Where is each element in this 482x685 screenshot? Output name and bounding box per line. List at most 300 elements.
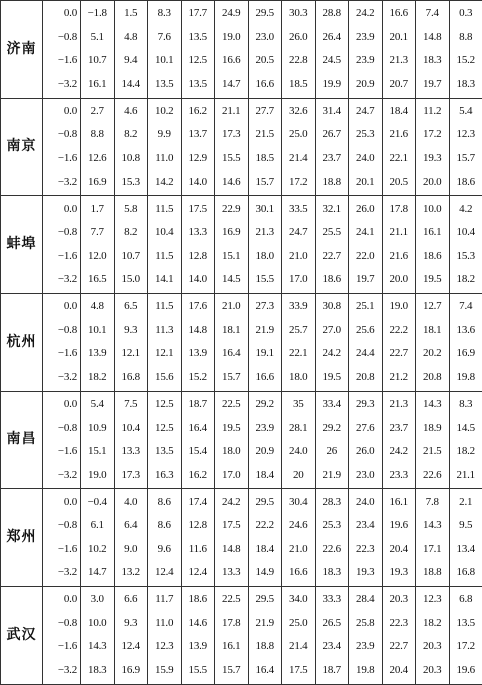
temperature-value: 12.9 [182, 147, 215, 171]
city-name: 杭州 [1, 294, 43, 392]
temperature-value: 6.1 [81, 514, 114, 538]
temperature-value: 18.9 [416, 417, 449, 441]
temperature-value: 5.8 [115, 198, 148, 222]
temperature-value: 28.3 [316, 491, 349, 515]
temperature-value: 18.3 [450, 73, 482, 97]
temperature-value: 16.4 [249, 659, 282, 683]
temperature-value: 28.4 [349, 588, 382, 612]
temperature-value: 10.7 [115, 245, 148, 269]
temperature-value: 26.7 [316, 123, 349, 147]
temperature-value: 17.8 [215, 612, 248, 636]
temperature-value: 13.3 [182, 221, 215, 245]
depth-value: −0.8 [43, 221, 77, 245]
city-block-row [1, 489, 482, 587]
depth-value: −0.8 [43, 612, 77, 636]
temperature-value: 22.3 [349, 538, 382, 562]
temperature-value: 13.9 [182, 635, 215, 659]
temperature-value: 18.8 [316, 171, 349, 195]
temperature-value: 21.0 [282, 245, 315, 269]
temperature-value: 32.6 [282, 100, 315, 124]
temperature-value: 33.3 [316, 588, 349, 612]
temperature-value: 33.5 [282, 198, 315, 222]
temperature-value: 12.3 [416, 588, 449, 612]
temperature-value: 26 [316, 440, 349, 464]
temperature-value: 18.8 [249, 635, 282, 659]
month-column [181, 196, 215, 294]
temperature-value: 14.8 [182, 319, 215, 343]
temperature-value: 21.3 [383, 49, 416, 73]
temperature-value: 22.2 [383, 319, 416, 343]
temperature-value: 13.3 [215, 561, 248, 585]
temperature-value: 18.6 [416, 245, 449, 269]
temperature-value: 22.2 [249, 514, 282, 538]
temperature-value: 24.5 [316, 49, 349, 73]
temperature-value: 24.4 [349, 342, 382, 366]
temperature-value: 18.0 [215, 440, 248, 464]
temperature-value: 1.5 [115, 2, 148, 26]
temperature-value: 6.6 [115, 588, 148, 612]
temperature-value: 14.0 [182, 171, 215, 195]
month-column [148, 98, 182, 196]
temperature-value: 13.7 [182, 123, 215, 147]
temperature-value: 12.5 [182, 49, 215, 73]
temperature-value: 25.6 [349, 319, 382, 343]
month-column [282, 391, 316, 489]
temperature-value: 10.2 [81, 538, 114, 562]
depth-column [43, 98, 81, 196]
temperature-value: 15.1 [81, 440, 114, 464]
month-column [449, 294, 482, 392]
depth-value: 0.0 [43, 295, 77, 319]
temperature-value: 27.0 [316, 319, 349, 343]
month-column [315, 294, 349, 392]
temperature-value: 14.6 [182, 612, 215, 636]
temperature-value: 18.0 [282, 366, 315, 390]
month-column [181, 294, 215, 392]
temperature-value: 12.7 [416, 295, 449, 319]
temperature-value: 18.8 [416, 561, 449, 585]
temperature-value: 10.4 [450, 221, 482, 245]
month-column [181, 391, 215, 489]
temperature-value: 11.5 [148, 198, 181, 222]
temperature-value: 24.0 [282, 440, 315, 464]
temperature-value: 23.4 [349, 514, 382, 538]
temperature-value: 20.1 [383, 26, 416, 50]
temperature-value: 19.8 [349, 659, 382, 683]
temperature-value: 13.5 [148, 440, 181, 464]
temperature-value: 29.2 [316, 417, 349, 441]
month-column [449, 196, 482, 294]
month-column [349, 98, 383, 196]
month-column [382, 587, 416, 685]
city-name: 蚌埠 [1, 196, 43, 294]
temperature-value: 15.3 [450, 245, 482, 269]
temperature-value: 21.9 [249, 319, 282, 343]
temperature-value: 10.0 [81, 612, 114, 636]
month-column [349, 489, 383, 587]
temperature-value: 21.9 [249, 612, 282, 636]
temperature-value: 13.5 [148, 73, 181, 97]
month-column [248, 98, 282, 196]
temperature-value: 12.8 [182, 514, 215, 538]
temperature-value: −0.4 [81, 491, 114, 515]
month-column [148, 196, 182, 294]
month-column [181, 489, 215, 587]
temperature-value: 16.1 [383, 491, 416, 515]
temperature-value: 22.6 [416, 464, 449, 488]
temperature-value: 15.0 [115, 268, 148, 292]
temperature-value: 21.6 [383, 245, 416, 269]
temperature-value: 8.6 [148, 514, 181, 538]
temperature-value: 18.4 [383, 100, 416, 124]
depth-value: −3.2 [43, 561, 77, 585]
month-column [114, 196, 148, 294]
month-column [382, 196, 416, 294]
month-column [248, 587, 282, 685]
month-column [114, 489, 148, 587]
month-column [449, 391, 482, 489]
temperature-value: 12.0 [81, 245, 114, 269]
temperature-value: 12.4 [182, 561, 215, 585]
temperature-value: 18.5 [282, 73, 315, 97]
temperature-value: 17.5 [215, 514, 248, 538]
temperature-value: 10.2 [148, 100, 181, 124]
temperature-value: 26.5 [316, 612, 349, 636]
month-column [248, 489, 282, 587]
temperature-value: 12.1 [148, 342, 181, 366]
month-column [349, 391, 383, 489]
depth-value: −1.6 [43, 538, 77, 562]
temperature-value: 30.1 [249, 198, 282, 222]
temperature-value: 9.5 [450, 514, 482, 538]
depth-column [43, 294, 81, 392]
temperature-value: 26.0 [282, 26, 315, 50]
temperature-value: 10.4 [148, 221, 181, 245]
temperature-value: 26.4 [316, 26, 349, 50]
month-column [416, 391, 450, 489]
temperature-value: 18.2 [450, 268, 482, 292]
temperature-value: 21.5 [249, 123, 282, 147]
temperature-value: 16.2 [182, 464, 215, 488]
temperature-value: 5.4 [81, 393, 114, 417]
temperature-value: 7.4 [450, 295, 482, 319]
temperature-value: 23.9 [349, 49, 382, 73]
month-column [282, 98, 316, 196]
depth-column [43, 489, 81, 587]
month-column [148, 1, 182, 99]
month-column [416, 1, 450, 99]
month-column [416, 587, 450, 685]
depth-value: 0.0 [43, 100, 77, 124]
temperature-value: 31.4 [316, 100, 349, 124]
month-column [148, 391, 182, 489]
month-column [114, 98, 148, 196]
temperature-value: 18.5 [249, 147, 282, 171]
temperature-value: 8.6 [148, 491, 181, 515]
temperature-value: 8.3 [148, 2, 181, 26]
temperature-value: 20.2 [416, 342, 449, 366]
month-column [181, 1, 215, 99]
month-column [215, 196, 249, 294]
temperature-value: 23.3 [383, 464, 416, 488]
temperature-value: 12.5 [148, 417, 181, 441]
temperature-value: 15.6 [148, 366, 181, 390]
month-column [315, 489, 349, 587]
temperature-value: 24.7 [282, 221, 315, 245]
temperature-value: 9.3 [115, 612, 148, 636]
temperature-value: 24.0 [349, 147, 382, 171]
temperature-value: 13.9 [182, 342, 215, 366]
temperature-value: 14.9 [249, 561, 282, 585]
temperature-value: 12.4 [148, 561, 181, 585]
temperature-value: 9.4 [115, 49, 148, 73]
depth-value: −0.8 [43, 514, 77, 538]
month-column [449, 489, 482, 587]
temperature-value: 28.8 [316, 2, 349, 26]
temperature-value: 22.0 [349, 245, 382, 269]
temperature-value: 15.4 [182, 440, 215, 464]
month-column [248, 294, 282, 392]
temperature-value: 25.7 [282, 319, 315, 343]
temperature-value: 18.4 [249, 464, 282, 488]
temperature-value: 21.0 [215, 295, 248, 319]
temperature-value: 18.2 [450, 440, 482, 464]
depth-value: −1.6 [43, 635, 77, 659]
temperature-value: 24.1 [349, 221, 382, 245]
depth-value: −3.2 [43, 73, 77, 97]
temperature-value: 11.5 [148, 295, 181, 319]
temperature-value: 16.4 [182, 417, 215, 441]
temperature-value: 17.2 [416, 123, 449, 147]
temperature-value: 22.3 [383, 612, 416, 636]
depth-column [43, 196, 81, 294]
temperature-value: 21.3 [249, 221, 282, 245]
temperature-value: 15.3 [115, 171, 148, 195]
temperature-value: 15.5 [215, 147, 248, 171]
temperature-value: 17.8 [383, 198, 416, 222]
month-column [181, 587, 215, 685]
temperature-value: 21.3 [383, 393, 416, 417]
temperature-value: 16.9 [115, 659, 148, 683]
temperature-value: 18.7 [316, 659, 349, 683]
month-column [382, 1, 416, 99]
temperature-value: 25.3 [349, 123, 382, 147]
month-column [382, 391, 416, 489]
depth-value: −3.2 [43, 268, 77, 292]
month-column [416, 98, 450, 196]
temperature-value: 19.9 [316, 73, 349, 97]
temperature-value: 7.5 [115, 393, 148, 417]
temperature-value: 14.6 [215, 171, 248, 195]
temperature-value: 15.7 [450, 147, 482, 171]
month-column [282, 489, 316, 587]
temperature-value: 9.3 [115, 319, 148, 343]
temperature-value: 21.0 [282, 538, 315, 562]
temperature-value: 16.8 [115, 366, 148, 390]
city-block-row [1, 1, 482, 99]
temperature-value: 17.6 [182, 295, 215, 319]
month-column [148, 587, 182, 685]
temperature-value: 24.2 [215, 491, 248, 515]
depth-value: −1.6 [43, 147, 77, 171]
temperature-value: 24.2 [349, 2, 382, 26]
temperature-value: 9.6 [148, 538, 181, 562]
temperature-value: 23.7 [383, 417, 416, 441]
month-column [449, 587, 482, 685]
temperature-value: 19.6 [383, 514, 416, 538]
temperature-value: 20 [282, 464, 315, 488]
temperature-value: 10.1 [81, 319, 114, 343]
temperature-value: 24.6 [282, 514, 315, 538]
temperature-value: 13.2 [115, 561, 148, 585]
month-column [114, 391, 148, 489]
temperature-value: 14.5 [450, 417, 482, 441]
temperature-value: 29.3 [349, 393, 382, 417]
depth-value: −0.8 [43, 319, 77, 343]
month-column [215, 1, 249, 99]
temperature-value: 8.8 [450, 26, 482, 50]
temperature-value: 13.4 [450, 538, 482, 562]
temperature-value: 16.2 [182, 100, 215, 124]
temperature-value: 13.5 [182, 73, 215, 97]
month-column [416, 196, 450, 294]
temperature-value: 22.5 [215, 393, 248, 417]
temperature-value: 17.1 [416, 538, 449, 562]
temperature-value: 10.1 [148, 49, 181, 73]
temperature-value: 24.0 [349, 491, 382, 515]
temperature-value: 21.1 [383, 221, 416, 245]
temperature-value: 18.6 [450, 171, 482, 195]
depth-value: −1.6 [43, 49, 77, 73]
temperature-value: 11.2 [416, 100, 449, 124]
temperature-value: 33.9 [282, 295, 315, 319]
temperature-value: 14.5 [215, 268, 248, 292]
month-column [315, 587, 349, 685]
temperature-value: 12.3 [450, 123, 482, 147]
temperature-value: 13.5 [182, 26, 215, 50]
month-column [81, 489, 115, 587]
temperature-value: 25.0 [282, 123, 315, 147]
temperature-value: 26.0 [349, 198, 382, 222]
temperature-value: 1.7 [81, 198, 114, 222]
month-column [282, 294, 316, 392]
depth-value: 0.0 [43, 393, 77, 417]
temperature-value: 17.0 [215, 464, 248, 488]
temperature-value: 14.8 [416, 26, 449, 50]
temperature-value: 7.6 [148, 26, 181, 50]
temperature-value: 8.2 [115, 123, 148, 147]
temperature-value: 18.7 [182, 393, 215, 417]
temperature-value: 18.6 [316, 268, 349, 292]
temperature-value: 25.0 [282, 612, 315, 636]
temperature-value: 20.1 [349, 171, 382, 195]
temperature-value: 13.6 [450, 319, 482, 343]
depth-value: −3.2 [43, 171, 77, 195]
temperature-value: 28.1 [282, 417, 315, 441]
temperature-value: 0.3 [450, 2, 482, 26]
temperature-value: 20.7 [383, 73, 416, 97]
temperature-value: 5.4 [450, 100, 482, 124]
month-column [248, 196, 282, 294]
month-column [81, 196, 115, 294]
temperature-value: 19.5 [416, 268, 449, 292]
temperature-value: 20.3 [416, 659, 449, 683]
temperature-value: 19.3 [416, 147, 449, 171]
temperature-value: 25.1 [349, 295, 382, 319]
temperature-value: 16.9 [450, 342, 482, 366]
temperature-value: 20.8 [416, 366, 449, 390]
month-column [315, 196, 349, 294]
temperature-value: 20.3 [416, 635, 449, 659]
temperature-value: 17.2 [282, 171, 315, 195]
temperature-value: 14.7 [81, 561, 114, 585]
temperature-value: 2.1 [450, 491, 482, 515]
temperature-value: 29.5 [249, 2, 282, 26]
temperature-value: 15.9 [148, 659, 181, 683]
temperature-value: 21.5 [416, 440, 449, 464]
month-column [248, 1, 282, 99]
depth-value: −1.6 [43, 245, 77, 269]
temperature-value: 17.5 [182, 198, 215, 222]
temperature-value: 27.6 [349, 417, 382, 441]
month-column [181, 98, 215, 196]
temperature-value: 27.7 [249, 100, 282, 124]
temperature-value: 21.9 [316, 464, 349, 488]
temperature-value: 15.7 [215, 659, 248, 683]
temperature-value: 24.2 [383, 440, 416, 464]
month-column [449, 1, 482, 99]
month-column [215, 489, 249, 587]
temperature-value: 33.4 [316, 393, 349, 417]
temperature-value: 16.6 [215, 49, 248, 73]
city-block-row [1, 294, 482, 392]
temperature-value: 18.3 [416, 49, 449, 73]
temperature-value: 17.4 [182, 491, 215, 515]
temperature-value: 11.0 [148, 147, 181, 171]
month-column [282, 1, 316, 99]
month-column [349, 196, 383, 294]
temperature-value: 6.8 [450, 588, 482, 612]
temperature-value: 12.4 [115, 635, 148, 659]
city-name: 南昌 [1, 391, 43, 489]
temperature-value: 17.0 [282, 268, 315, 292]
month-column [215, 98, 249, 196]
city-block-row [1, 196, 482, 294]
temperature-value: 22.5 [215, 588, 248, 612]
depth-value: −3.2 [43, 464, 77, 488]
temperature-value: 21.4 [282, 635, 315, 659]
month-column [349, 294, 383, 392]
temperature-value: 6.5 [115, 295, 148, 319]
depth-value: −1.6 [43, 342, 77, 366]
month-column [215, 294, 249, 392]
temperature-value: 13.3 [115, 440, 148, 464]
depth-column [43, 1, 81, 99]
month-column [215, 587, 249, 685]
temperature-value: 19.7 [349, 268, 382, 292]
temperature-value: 13.5 [450, 612, 482, 636]
temperature-value: 22.7 [383, 342, 416, 366]
temperature-value: 17.3 [215, 123, 248, 147]
temperature-value: 14.3 [416, 393, 449, 417]
temperature-value: 7.4 [416, 2, 449, 26]
temperature-value: 6.4 [115, 514, 148, 538]
city-name: 郑州 [1, 489, 43, 587]
temperature-value: 25.3 [316, 514, 349, 538]
temperature-value: 22.7 [316, 245, 349, 269]
temperature-value: 20.0 [383, 268, 416, 292]
temperature-value: 16.8 [450, 561, 482, 585]
